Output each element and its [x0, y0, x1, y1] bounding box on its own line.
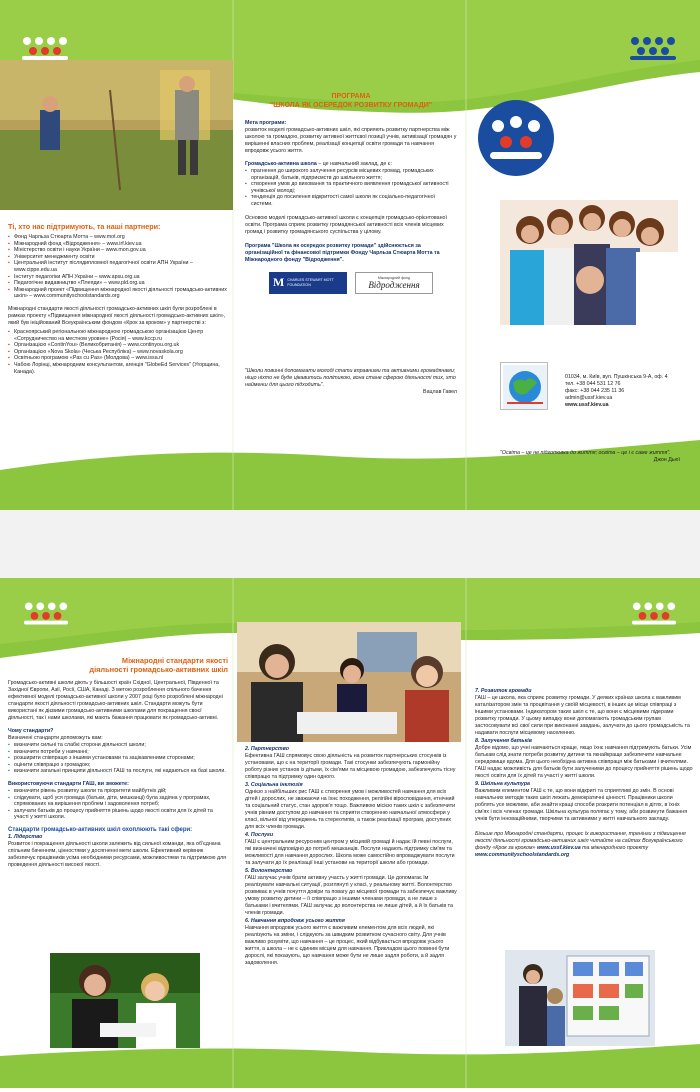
people-logo-icon	[20, 35, 70, 61]
standard-7-text: ГАШ – це школа, яка сприяє розвитку громади. У деяких країнах школа є важливим каталізатором змін та процвітання у своїй місцевості, в інших це місце співпраці з іншими установами. Індикатором таких шкіл є те, що вони є місцевими лідерами розвитку громади. У цьому випадку вони допомагають громадським групам застосовувати всі свої сили при виконанні завдань, залучати до цього громадськість та надавати послуги місцевому населенню.	[475, 695, 690, 736]
standard-3-title: 3. Соціальна інклюзія	[245, 782, 303, 788]
fund-title: ВСЕУКРАЇНСЬКИЙ ФОНД	[565, 350, 665, 359]
cover-program-label: ПРОГРАМА	[565, 92, 638, 107]
list-item: ▪ визначити загальні принципи діяльності ГАШ та послуги, які надаються на базі школи.	[8, 768, 228, 775]
goal-block	[245, 120, 457, 155]
list-item: ▪ розширити співпрацю з іншими установами та зацікавленими сторонами;	[8, 755, 228, 762]
basic-text: Основою моделі громадсько-активної школи є концепція громадсько-орієнтованої освіти. Програма сприяє розвитку громадянської активності всіх членів місцевих громад і розвитку громадянського суспільства у цілому.	[245, 214, 447, 235]
women-reading-photo	[50, 953, 200, 1048]
brochure-outside-sheet	[0, 0, 700, 510]
standards-intro-section	[8, 656, 228, 946]
definition-title: Громадсько-активна школа	[245, 161, 317, 167]
list-item: ▪ Міністерство освіти і науки України – www.mon.gov.ua	[8, 247, 228, 254]
fund-logo	[500, 362, 548, 410]
list-item: ▪ визначити рівень розвитку школи та пріоритети майбутніх дій;	[8, 788, 228, 795]
why-text: Визначені стандарти допоможуть вам:	[8, 735, 103, 741]
havel-quote-author: Вацлав Гавел	[423, 388, 457, 395]
partners-section	[8, 222, 228, 502]
program-section	[245, 92, 457, 502]
list-item: ▪ створення умов до виховання та практичного виявлення громадської активності учнівської молоді;	[245, 181, 457, 194]
list-item: ▪ слідкувати, щоб уся громада (батьки, діти, мешканці) була задіяна у програмах, спрямованих на вирішення проблем і задоволення потреб;	[8, 795, 228, 808]
standard-8-text: Добре відомо, що учні навчаються краще, якщо їхнє навчання підтримують батьки. Усім батькам слід знати потреби розвитку дитини та якнайкраще забезпечити навчальне середовище вдома. Для цього необхідна активна співпраця між батьками і вчителями. ГАШ надає можливість для батьків бути залученими до процесу прийняття рішень щодо якості освіти для їх дітей та участі у житті школи.	[475, 745, 693, 779]
ussf-link[interactable]: www.ussf.kiev.ua	[536, 845, 581, 851]
program-emblem-icon	[476, 98, 556, 178]
fund-address: 01034, м. Київ, вул. Пушкінська 9-А, оф. 4	[565, 374, 668, 380]
classroom-photo	[237, 622, 461, 742]
standard-1-title: 1. Лідерство	[8, 834, 43, 841]
standard-4-text: ГАШ є центральним ресурсним центром у місцевій громаді й надає їй певні послуги, які визначені відповідно до потреб мешканців. Послуги надають підтримку сім'ям та можливості для навчання дорослих. Школа може самостійно впроваджувати послуги та залучати до їх реалізації інші установи на території школи або громади.	[245, 839, 455, 866]
cover-title-line: ШКОЛА	[565, 108, 615, 123]
list-item: ▪ визначити потреби у навчанні;	[8, 749, 228, 756]
sheet-gap	[0, 510, 700, 578]
list-item: ▪ залучати батьків до процесу прийняття рішень щодо якості освіти для їх дітей та участі у житті школи.	[8, 808, 228, 821]
standard-6-title: 6. Навчання впродовж усього життя	[245, 918, 345, 924]
list-item: ▪ Освітньою програмою «Pas cu Pas» (Молдова) – www.issa.nl	[8, 355, 228, 362]
program-title: "ШКОЛА ЯК ОСЕРЕДОК РОЗВИТКУ ГРОМАДИ"	[269, 102, 433, 109]
list-item: ▪ тенденція до посилення відкритості самої школи як соціально-педагогічної системи.	[245, 194, 457, 207]
people-logo-icon	[628, 35, 678, 61]
standards-intro-text: Громадсько-активні школи діють у більшості країн Східної, Центральної, Південної та Західної Європи, Азії, Росії, США, Канаді. З метою розроблення спільного бачення ефективної моделі громадсько-активної школи у 2007 році було розроблені міжнародні стандарти якості діяльності громадсько-активних шкіл. Стандарти можуть бути використані як дієвими громадсько-активними школами для покращення своєї діяльності, так і нами школами, які мають бажання працювати як громадсько-активні.	[8, 680, 223, 721]
havel-quote: "Школи повинні допомагати молоді стати вправними та активними громадянами; ніщо ніхто не буде цікавитись політикою, вона стане сферою діяльності тих, хто найменш для цього підходить".	[245, 367, 456, 388]
why-title: Чому стандарти?	[8, 728, 54, 734]
standard-2-text: Ефективна ГАШ спрямовує свою діяльність на розвиток партнерських стосунків із установами, що є на території громади. Такі стосунки забезпечують гармонійну роботу різних установ із дітьми, їх сім'ями та місцевою громадою, забезпечують тісну співпрацю та підтримку один одного.	[245, 753, 456, 780]
list-item: ▪ Центральний інститут післядипломної педагогічної освіти АПН України – www.cippe.edu.ua	[8, 260, 228, 273]
cover-title-line: ЯК ОСЕРЕДОК	[565, 122, 659, 137]
globe-logo-icon	[501, 363, 548, 410]
why-list	[8, 742, 228, 775]
dewey-quote-author: Джон Дьюї	[653, 457, 680, 463]
fund-contacts	[565, 350, 695, 435]
people-logo-icon	[630, 600, 678, 626]
list-item: ▪ оцінити співпрацю з громадою;	[8, 762, 228, 769]
fund-title: "КРОК ЗА КРОКОМ"	[565, 359, 644, 369]
standard-8-title: 8. Залучення батьків	[475, 738, 532, 744]
standard-9-title: 9. Шкільна культура	[475, 781, 530, 787]
list-item: ▪ визначити сильні та слабкі сторони діяльності школи;	[8, 742, 228, 749]
fund-email[interactable]: admin@ussf.kiev.ua	[565, 395, 613, 401]
goal-title: Мета програми:	[245, 120, 287, 126]
irf-logo: Міжнародний фонд Відродження	[355, 272, 433, 294]
use-title: Використовуючи стандарти ГАШ, ви зможете:	[8, 780, 129, 787]
standard-3-text: Однією з найбільших рис ГАШ є створення умов і можливостей навчання для всіх дітей і дорослих, не зважаючи на їхнє походження, релігійні віросповідання, етнічний та соціальний статус, стан здоров'я тощо. Важливою місією таких шкіл є забезпечити учнів рівним доступом до навчання та сприяти створенню навчальної атмосфери у класі, вільної від упереджень та стереотипів, а також реалізації програм, доступних для всіх членів громади.	[245, 789, 456, 830]
standards-right-section	[475, 688, 693, 948]
list-item: ▪ Інститут педагогіки АПН України – www.apsu.org.ua	[8, 274, 228, 281]
standard-4-title: 4. Послуги	[245, 832, 274, 838]
standard-9-text: Важливим елементом ГАШ є те, що вони відкриті та сприятливі до змін. В основі навчальних методів таких шкіл лежать демократичні цінності. Працівники школи роблять усе можливе, аби знайти кращі способи розкрити потенціал в дітях, в їхніх сім'ях і всіх членах громади. Шкільна культура полягає у тому, аби розвинути бажання учнів бути інноваційними, творчими та активними у житті навчального закладу.	[475, 788, 688, 822]
standard-6-text: Навчання впродовж усього життя є важливим елементом для всіх людей, які реалізують на зміни, і слідкують за швидким розвитком сучасного світу. Для учнів важливо розуміти, що навчання – це процес, який відбувається впродовж усього життя, а школа – не є єдиним місцем для навчання. Прикладом цього повинні бути дорослі, які показують, що навчання може бути не лише задля роботи, а й задля задоволення.	[245, 925, 450, 966]
list-item: ▪ Красноярський регіональною міжнародною громадською організацією Центр «Сотрудничество на местном уровне» (Росія) – www.kccp.ru	[8, 329, 228, 342]
people-logo-icon	[22, 600, 70, 626]
standard-2-title: 2. Партнерство	[245, 746, 289, 752]
standards-middle-section	[245, 746, 457, 1056]
cover-title	[565, 92, 695, 192]
standard-5-title: 5. Волонтерство	[245, 868, 293, 874]
more-info: Більше про Міжнародні стандарти, процес їх використання, тренінги з підвищення якості діяльності громадсько-активних шкіл читайте на сайтах Всеукраїнського фонду «Крок за кроком» www.ussf.kiev.ua та міжнародного проекту www.communityschoolstandards.org	[475, 831, 686, 858]
standards-title: діяльності громадсько-активних шкіл	[89, 665, 228, 674]
sponsor-logos	[245, 272, 457, 294]
goal-text: розвиток моделі громадсько-активних шкіл, які сприяють розвитку партнерства між школою та громадою, розвитку активної життєвої позиції учнів, активізації громадян у вирішенні власних проблем, реалізації концепції освіти громади та навчання впродовж усього життя.	[245, 127, 457, 154]
list-item: ▪ Педагогічне видавництво «Плеяди» – www.pld.org.ua	[8, 280, 228, 287]
cover-title-line: РОЗВИТКУ	[565, 136, 635, 151]
partners-list	[8, 234, 228, 300]
standards-title: Міжнародні стандарти якості	[121, 656, 228, 665]
cover-title-line: ГРОМАДИ	[565, 150, 631, 165]
list-item: ▪ Міжнародний проект «Підвищення міжнародної якості діяльності громадсько-активних шкіл» – www.communityschoolstandards.org	[8, 287, 228, 300]
fund-tel: тел. +38 044 531 12 76	[565, 381, 621, 387]
mott-logo: M CHARLES STEWART MOTT FOUNDATION	[269, 272, 347, 294]
standards-link[interactable]: www.communityschoolstandards.org	[475, 852, 570, 858]
support-text: Програма "Школа як осередок розвитку громади" здійснюється за організаційної та фінансової підтримки Фонду Чарльза Стюарта Мотта та Міжнародного фонду "Відродження".	[245, 242, 440, 263]
orgs-list	[8, 329, 228, 375]
list-item: ▪ Організацією «ContinYou» (Великобританія) – www.continyou.org.uk	[8, 342, 228, 349]
program-label: ПРОГРАМА	[331, 93, 371, 100]
fund-fax: факс: +38 044 235 11 36	[565, 388, 625, 394]
list-item: ▪ Фонд Чарльза Стюарта Мотта – www.mot.org	[8, 234, 228, 241]
exhibition-photo	[505, 950, 655, 1046]
standards-intro: Міжнародні стандарти якості діяльності громадсько-активних шкіл були розроблені в рамках проекту «Підвищення міжнародної якості діяльності громадсько-активних шкіл», який був ініційований Всеукраїнським фондом «Крок за кроком» у партнерстві з:	[8, 305, 226, 326]
dewey-quote: "Освіта – це не підготовка до життя; освіта – це і є саме життя".	[500, 450, 671, 456]
list-item: ▪ прагнення до широкого залучення ресурсів місцевих громад, громадських організацій, батьків, підприємств до шкільного життя;	[245, 168, 457, 181]
fund-website-link[interactable]: www.ussf.kiev.ua	[565, 402, 609, 408]
standards-areas-title: Стандарти громадсько-активних шкіл охоплюють такі сфери:	[8, 826, 193, 833]
definition-text: – це навчальний заклад, де є:	[316, 161, 392, 167]
brochure-inside-sheet	[0, 578, 700, 1088]
definition	[245, 161, 457, 168]
list-item: ▪ Міжнародний фонд «Відродження» – www.irf.kiev.ua	[8, 241, 228, 248]
garden-photo	[0, 60, 233, 210]
use-list	[8, 788, 228, 821]
features-list	[245, 168, 457, 208]
standard-5-text: ГАШ залучає учнів брати активну участь у житті громади. Це допомагає їм реалізувати навчальні ситуації, розглянуті у класі, у реальному житті. Волонтерство розвиває в учнів почуття довіри та повагу до місцевої громади та забезпечує важливу умову розвитку дитини – її співпрацю з іншими членами громади, а не лише з батьками і вчителями. ГАШ залучає до волонтерства не лише дітей, а й їх батьків та членів громади.	[245, 875, 457, 916]
list-item: ▪ Чабою Лорінці, міжнародним консультантом, агенція "GlobeEd Services" (Угорщина, Канада).	[8, 362, 228, 375]
partners-title: Ті, хто нас підтримують, та наші партнери:	[8, 222, 161, 231]
standard-1-text: Розвиток і покращення діяльності школи залежить від сильної команди, яка об'єднана спільним баченням, цінностями у досягненні мети школи. Ефективний керівник забезпечує працівників усіма необхідними ресурсами, можливостями та підтримкою для проведення діяльності високої якості.	[8, 841, 227, 869]
standard-7-title: 7. Розвиток громади	[475, 688, 532, 694]
list-item: ▪ Університет менеджменту освіти	[8, 254, 228, 261]
students-photo	[500, 200, 678, 325]
list-item: ▪ Організацією «Nova Skola» (Чеська Республіка) – www.novaskola.org	[8, 349, 228, 356]
dewey-quote-block	[500, 450, 680, 480]
